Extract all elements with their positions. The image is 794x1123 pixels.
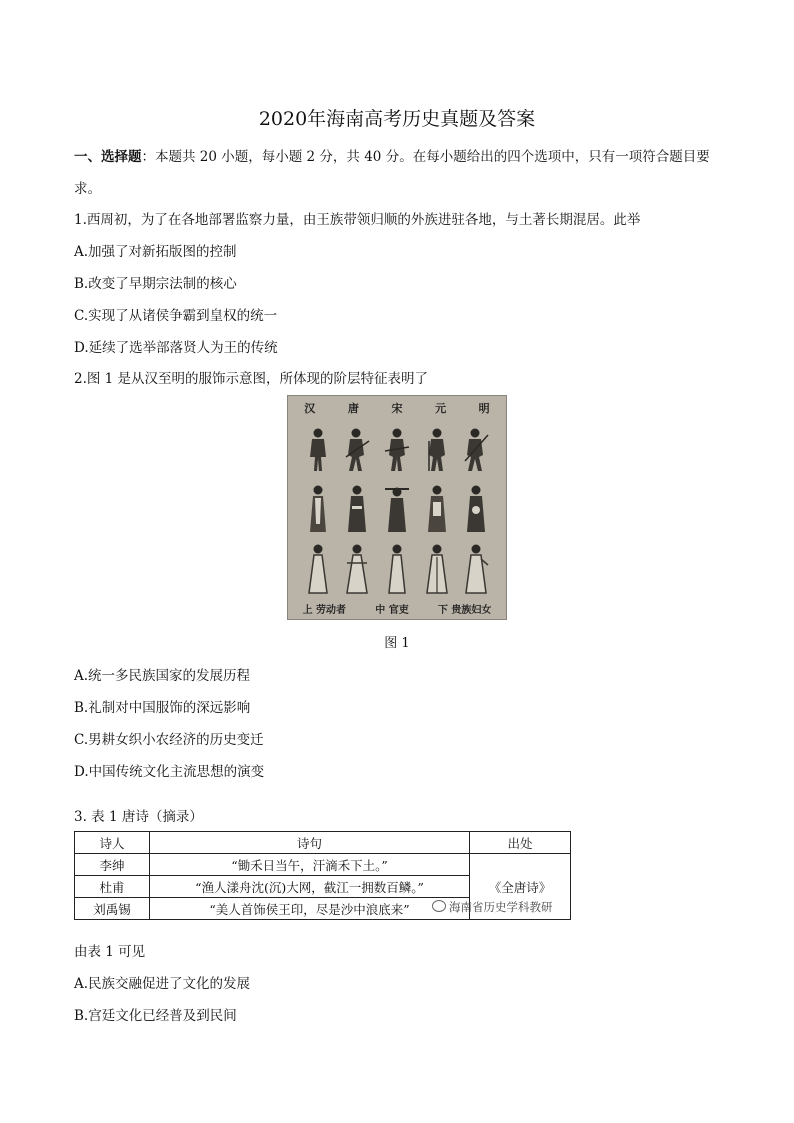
figure-label-middle: 中 官吏 bbox=[375, 605, 409, 616]
question-3-option-b: B.宫廷文化已经普及到民间 bbox=[74, 1008, 237, 1024]
figure-person bbox=[456, 420, 496, 480]
table-cell-verse: “锄禾日当午，汗滴禾下土。” bbox=[150, 854, 470, 876]
section-heading: 一、选择题 bbox=[74, 149, 142, 165]
figure-people-grid bbox=[298, 420, 496, 599]
figure-dynasty-song: 宋 bbox=[391, 402, 403, 415]
figure-person bbox=[298, 480, 338, 540]
section-intro bbox=[74, 145, 710, 165]
figure-person bbox=[377, 420, 417, 480]
table-header-source: 出处 bbox=[470, 832, 571, 854]
watermark-text: 海南省历史学科教研 bbox=[449, 900, 553, 914]
question-3-after: 由表 1 可见 bbox=[74, 944, 146, 960]
section-intro-cont: 求。 bbox=[74, 181, 101, 197]
table-cell-poet: 李绅 bbox=[75, 854, 150, 876]
figure-person bbox=[338, 420, 378, 480]
figure-row-labels bbox=[288, 601, 506, 616]
question-2-option-c: C.男耕女织小农经济的历史变迁 bbox=[74, 732, 264, 748]
figure-person bbox=[338, 480, 378, 540]
question-2-stem: 2.图 1 是从汉至明的服饰示意图，所体现的阶层特征表明了 bbox=[74, 371, 429, 387]
table-cell-poet: 刘禹锡 bbox=[75, 898, 150, 920]
watermark bbox=[432, 899, 553, 915]
figure-person bbox=[377, 539, 417, 599]
question-2-option-d: D.中国传统文化主流思想的演变 bbox=[74, 764, 265, 780]
table-header-verse: 诗句 bbox=[150, 832, 470, 854]
question-3-stem: 3. 表 1 唐诗（摘录） bbox=[74, 809, 203, 825]
table-cell-verse: “美人首饰侯王印，尽是沙中浪底来” bbox=[150, 898, 470, 920]
table-row bbox=[75, 854, 571, 876]
costume-figure bbox=[287, 395, 507, 620]
table-cell-source: 《全唐诗》 bbox=[470, 854, 571, 920]
figure-label-upper: 上 劳动者 bbox=[302, 605, 347, 616]
question-2-option-b: B.礼制对中国服饰的深远影响 bbox=[74, 700, 251, 716]
figure-person bbox=[298, 420, 338, 480]
figure-person bbox=[338, 539, 378, 599]
table-cell-poet: 杜甫 bbox=[75, 876, 150, 898]
table-header-poet: 诗人 bbox=[75, 832, 150, 854]
table-header-row bbox=[75, 832, 571, 854]
figure-person bbox=[417, 539, 457, 599]
table-cell-verse: “渔人漾舟沈(沉)大网，截江一拥数百鳞。” bbox=[150, 876, 470, 898]
figure-dynasty-han: 汉 bbox=[304, 402, 316, 415]
figure-person bbox=[456, 480, 496, 540]
question-2-option-a: A.统一多民族国家的发展历程 bbox=[74, 668, 251, 684]
page-title: 2020年海南高考历史真题及答案 bbox=[258, 108, 536, 130]
figure-caption: 图 1 bbox=[384, 636, 410, 651]
question-1-stem: 1.西周初，为了在各地部署监察力量，由王族带领归顺的外族进驻各地，与土著长期混居。此举 bbox=[74, 212, 641, 228]
figure-dynasty-tang: 唐 bbox=[347, 402, 359, 415]
section-intro-text: ：本题共 20 小题，每小题 2 分，共 40 分。在每小题给出的四个选项中，只有一项符合题目要 bbox=[141, 149, 710, 165]
figure-dynasty-header bbox=[288, 400, 506, 416]
question-3-option-a: A.民族交融促进了文化的发展 bbox=[74, 976, 251, 992]
figure-dynasty-yuan: 元 bbox=[435, 402, 447, 415]
question-1-option-c: C.实现了从诸侯争霸到皇权的统一 bbox=[74, 308, 278, 324]
figure-person bbox=[298, 539, 338, 599]
question-1-option-d: D.延续了选举部落贤人为王的传统 bbox=[74, 340, 278, 356]
figure-person bbox=[377, 480, 417, 540]
figure-person bbox=[456, 539, 496, 599]
figure-person bbox=[417, 480, 457, 540]
figure-dynasty-ming: 明 bbox=[478, 402, 490, 415]
question-1-option-b: B.改变了早期宗法制的核心 bbox=[74, 276, 237, 292]
question-1-option-a: A.加强了对新拓版图的控制 bbox=[74, 244, 237, 260]
figure-person bbox=[417, 420, 457, 480]
wechat-icon bbox=[432, 900, 446, 912]
figure-label-lower: 下 贵族妇女 bbox=[437, 605, 492, 616]
